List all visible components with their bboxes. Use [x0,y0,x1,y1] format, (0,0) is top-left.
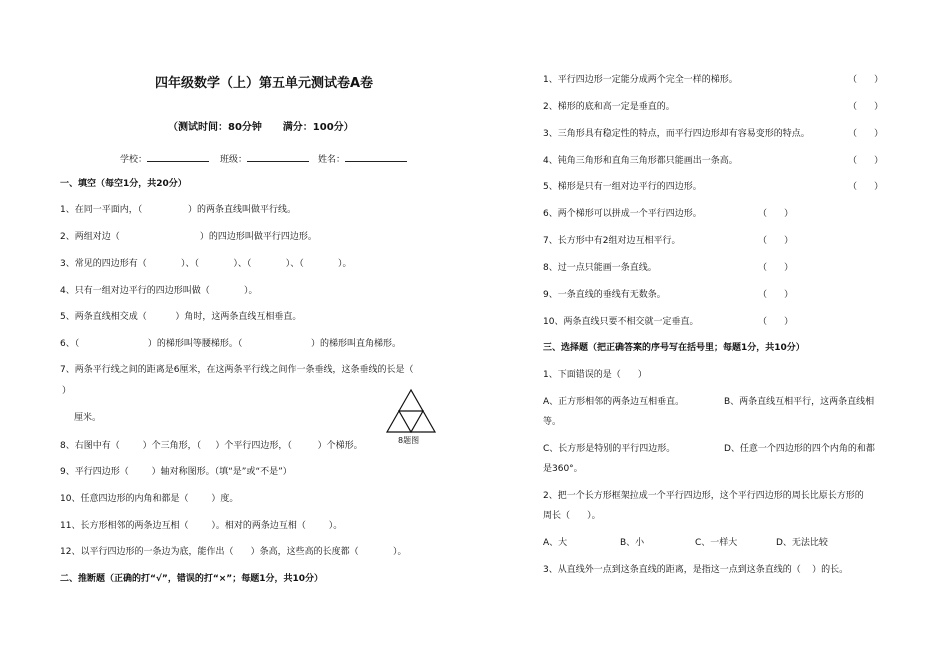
choice-option-b: B、两条直线互相平行，这两条直线相 [724,397,875,407]
judge-item: 9、一条直线的垂线有无数条。 [543,290,666,300]
choice-question: 2、把一个长方形框架拉成一个平行四边形，这个平行四边形的周长比原长方形的 [543,491,864,501]
judge-answer-box[interactable]: （ ） [848,129,884,139]
name-field[interactable] [318,152,407,166]
judge-item: 1、平行四边形一定能分成两个完全一样的梯形。 [543,75,738,85]
judge-item: 10、两条直线只要不相交就一定垂直。 [543,317,699,327]
section2-heading: 二、推断题（正确的打“√”，错误的打“×”；每题1分，共10分） [60,574,323,584]
section3-heading: 三、选择题（把正确答案的序号写在括号里；每题1分，共10分） [543,343,805,353]
page-title: 四年级数学（上）第五单元测试卷A卷 [155,76,374,91]
judge-item: 2、梯形的底和高一定是垂直的。 [543,102,675,112]
choice-option-d: D、任意一个四边形的四个内角的和都 [724,444,875,454]
judge-answer-box[interactable]: （ ） [758,209,794,219]
class-label: 班级： [220,155,248,165]
fill-item: 8、右图中有（ ）个三角形，（ ）个平行四边形，（ ）个梯形。 [60,441,363,451]
choice-option-d-continued: 是360°。 [543,464,583,474]
fill-item: 3、常见的四边形有（ ）、（ ）、（ ）、（ ）。 [60,259,352,269]
fill-item: 1、在同一平面内，（ ）的两条直线叫做平行线。 [60,205,297,215]
class-blank[interactable] [247,152,309,162]
exam-info: （测试时间：80分钟 满分：100分） [168,122,354,133]
fill-item: 4、只有一组对边平行的四边形叫做（ ）。 [60,286,258,296]
section1-heading: 一、填空（每空1分，共20分） [60,179,187,189]
judge-answer-box[interactable]: （ ） [758,317,794,327]
choice-question: 1、下面错误的是（ ） [543,370,647,380]
fill-item: 2、两组对边（ ）的四边形叫做平行四边形。 [60,232,317,242]
judge-answer-box[interactable]: （ ） [758,290,794,300]
choice-option-c: C、长方形是特别的平行四边形。 [543,444,676,454]
judge-item: 5、梯形是只有一组对边平行的四边形。 [543,182,702,192]
choice-question: 3、从直线外一点到这条直线的距离，是指这一点到这条直线的（ ）的长。 [543,565,849,575]
judge-item: 3、三角形具有稳定性的特点，而平行四边形却有容易变形的特点。 [543,129,810,139]
judge-answer-box[interactable]: （ ） [848,182,884,192]
figure-caption: 8题图 [398,436,420,445]
school-blank[interactable] [147,152,209,162]
fill-item: 9、平行四边形（ ）轴对称图形。（填“是”或“不是”） [60,467,292,477]
judge-answer-box[interactable]: （ ） [848,75,884,85]
judge-item: 6、两个梯形可以拼成一个平行四边形。 [543,209,702,219]
fill-item-continued: 厘米。 [74,413,102,423]
judge-answer-box[interactable]: （ ） [758,263,794,273]
choice-option-a: A、大 [543,538,568,548]
judge-item: 7、长方形中有2组对边互相平行。 [543,236,681,246]
judge-item: 8、过一点只能画一条直线。 [543,263,657,273]
class-field[interactable] [220,152,309,166]
choice-option-a: A、正方形相邻的两条边互相垂直。 [543,397,685,407]
fill-item: 5、两条直线相交成（ ）角时，这两条直线互相垂直。 [60,312,302,322]
choice-option-b: B、小 [620,538,645,548]
choice-question-continued: 周长（ ）。 [543,511,601,521]
fill-item: 11、长方形相邻的两条边互相（ ）。相对的两条边互相（ ）。 [60,521,343,531]
fill-item: 12、以平行四边形的一条边为底，能作出（ ）条高，这些高的长度都（ ）。 [60,547,407,557]
judge-item: 4、钝角三角形和直角三角形都只能画出一条高。 [543,156,738,166]
fill-item: 6、（ ）的梯形叫等腰梯形。（ ）的梯形叫直角梯形。 [60,339,402,349]
choice-option-c: C、一样大 [695,538,738,548]
triangle-figure [385,388,437,434]
fill-item: 10、任意四边形的内角和都是（ ）度。 [60,494,239,504]
fill-item-continued: ） [62,386,72,396]
fill-item: 7、两条平行线之间的距离是6厘米，在这两条平行线之间作一条垂线，这条垂线的长是（ [60,365,414,375]
school-label: 学校： [120,155,148,165]
judge-answer-box[interactable]: （ ） [848,156,884,166]
choice-option-b-continued: 等。 [543,417,562,427]
name-blank[interactable] [345,152,407,162]
choice-option-d: D、无法比较 [776,538,828,548]
judge-answer-box[interactable]: （ ） [758,236,794,246]
school-field[interactable] [120,152,209,166]
judge-answer-box[interactable]: （ ） [848,102,884,112]
name-label: 姓名： [318,155,346,165]
